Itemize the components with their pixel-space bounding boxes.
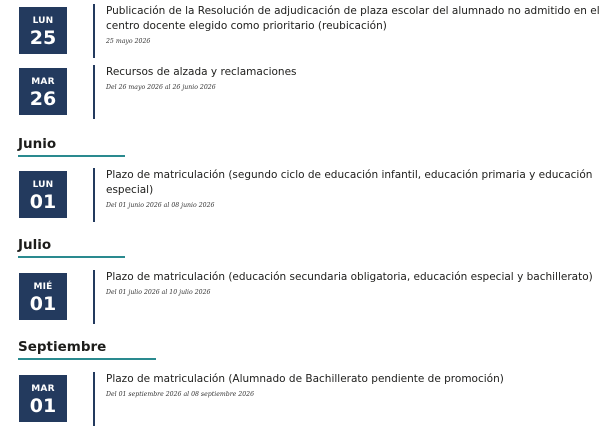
calendar-event[interactable] <box>0 270 608 328</box>
event-title[interactable]: Plazo de matriculación (educación secundaria obligatoria, educación especial y bachillerato) <box>106 271 593 283</box>
event-divider <box>93 65 95 119</box>
event-content <box>106 65 602 93</box>
event-content <box>106 270 602 298</box>
event-content <box>106 372 602 400</box>
date-badge <box>19 68 67 115</box>
day-number: 01 <box>29 191 57 213</box>
day-number: 26 <box>29 88 57 110</box>
month-heading-julio: Julio <box>18 237 52 253</box>
day-number: 01 <box>29 395 57 417</box>
month-underline <box>18 358 156 360</box>
event-period: Del 01 junio 2026 al 08 junio 2026 <box>106 202 215 209</box>
day-number: 25 <box>29 27 57 49</box>
event-period: Del 01 julio 2026 al 10 julio 2026 <box>106 289 211 296</box>
event-title[interactable]: Plazo de matriculación (Alumnado de Bachillerato pendiente de promoción) <box>106 373 504 385</box>
month-heading-septiembre: Septiembre <box>18 339 107 355</box>
weekday-label: MAR <box>31 77 55 87</box>
date-badge <box>19 171 67 218</box>
event-divider <box>93 4 95 58</box>
month-underline <box>18 256 125 258</box>
calendar-event[interactable] <box>0 372 608 430</box>
calendar-event[interactable] <box>0 4 608 62</box>
weekday-label: LUN <box>32 180 54 190</box>
event-title[interactable]: Recursos de alzada y reclamaciones <box>106 66 297 78</box>
weekday-label: MIÉ <box>33 282 53 292</box>
event-divider <box>93 270 95 324</box>
calendar-event[interactable] <box>0 65 608 123</box>
event-period: Del 26 mayo 2026 al 26 junio 2026 <box>106 84 216 91</box>
event-divider <box>93 168 95 222</box>
date-badge <box>19 7 67 54</box>
event-period: 25 mayo 2026 <box>106 38 151 45</box>
calendar-event[interactable] <box>0 168 608 226</box>
event-title[interactable]: Publicación de la Resolución de adjudicación de plaza escolar del alumnado no admitido en el centro docente elegido como prioritario (reubicación) <box>106 5 600 32</box>
event-content <box>106 4 602 47</box>
weekday-label: LUN <box>32 16 54 26</box>
event-content <box>106 168 602 211</box>
event-divider <box>93 372 95 426</box>
date-badge <box>19 273 67 320</box>
month-underline <box>18 155 125 157</box>
day-number: 01 <box>29 293 57 315</box>
date-badge <box>19 375 67 422</box>
event-period: Del 01 septiembre 2026 al 08 septiembre 2026 <box>106 391 255 398</box>
weekday-label: MAR <box>31 384 55 394</box>
event-title[interactable]: Plazo de matriculación (segundo ciclo de educación infantil, educación primaria y educación especial) <box>106 169 593 196</box>
month-heading-junio: Junio <box>18 136 57 152</box>
